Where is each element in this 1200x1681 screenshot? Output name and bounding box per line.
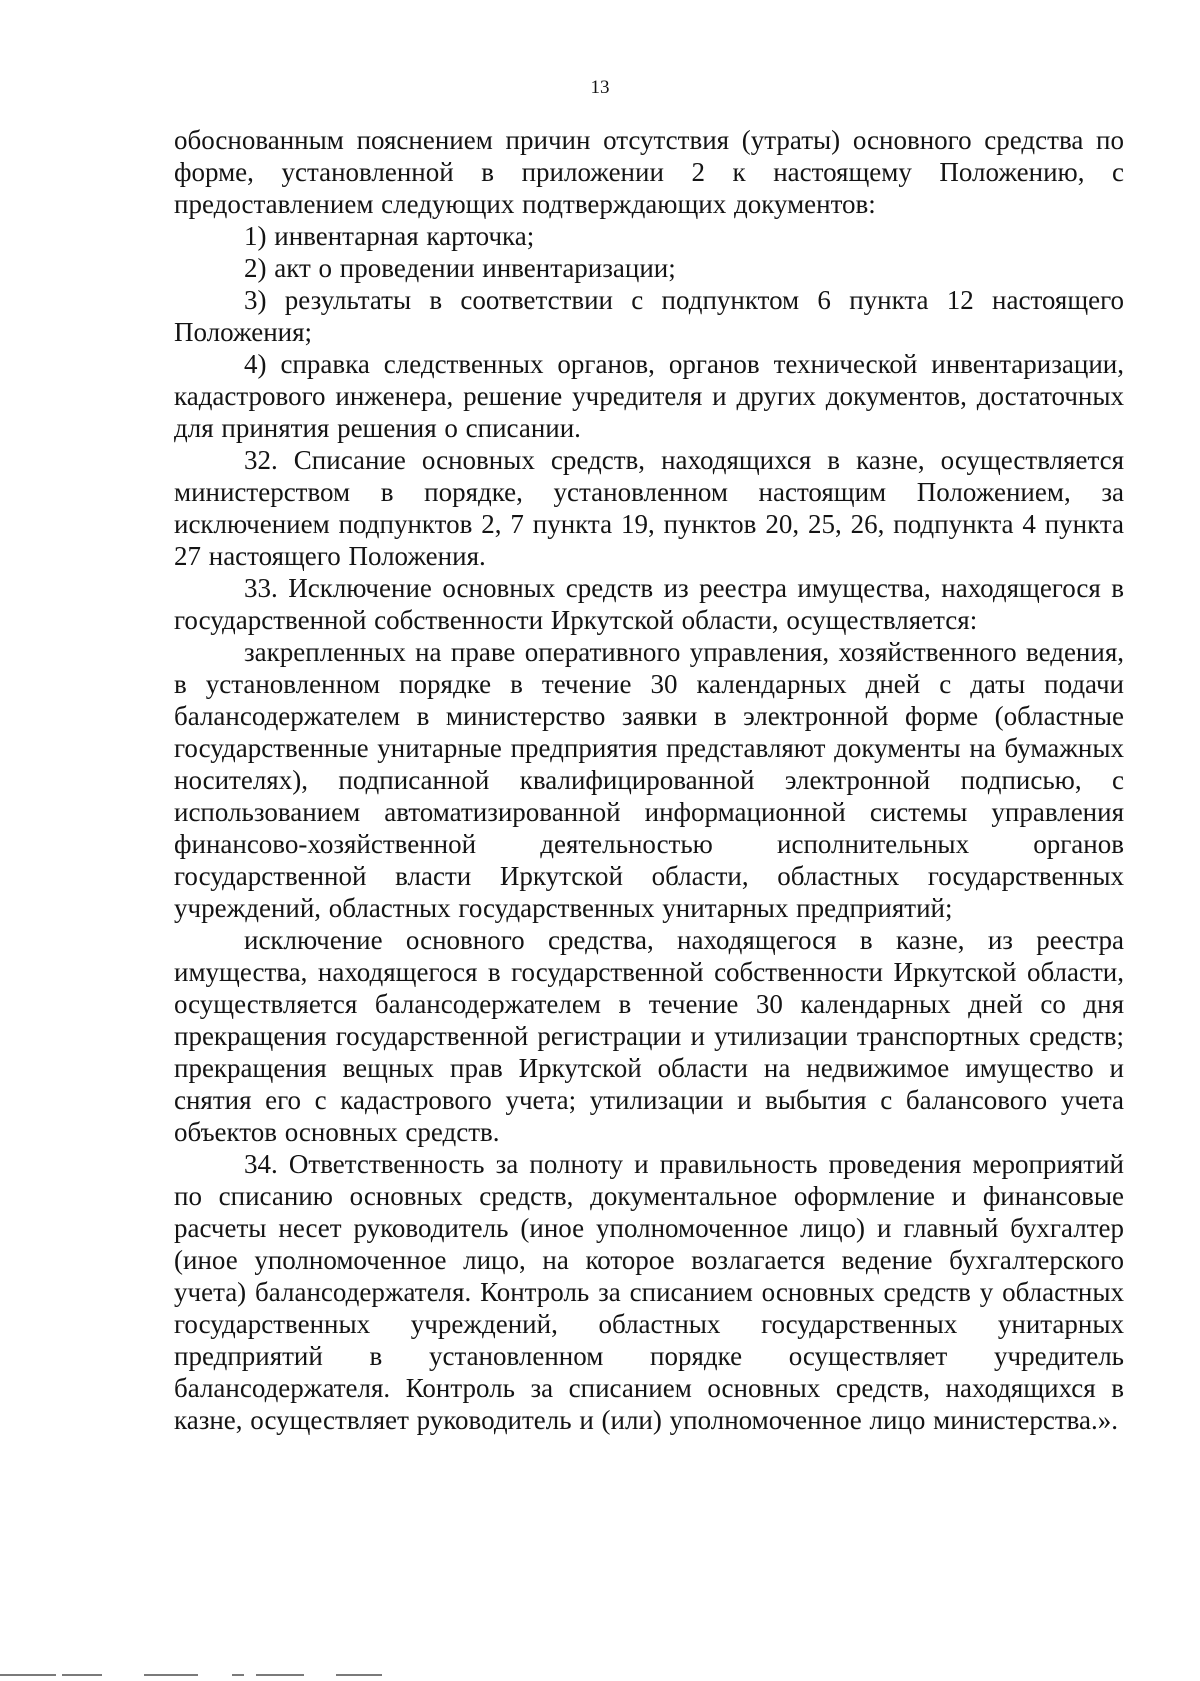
paragraph-continuation: обоснованным пояснением причин отсутствия (утраты) основного средства по форме, установленной в приложении 2 к настоящему Положению, с предоставлением следующих подтверждающих документов: (174, 125, 1124, 219)
clause-34: 34. Ответственность за полноту и правильность проведения мероприятий по списанию основных средств, документальное оформление и финансовые расчеты несет руководитель (иное уполномоченное лицо) и главный бухгалтер (иное уполномоченное лицо, на которое возлагается ведение бухгалтерского учета) балансодержателя. Контроль за списанием основных средств у областных государственных учреждений, областных государственных унитарных предприятий в установленном порядке осуществляет учредитель балансодержателя. Контроль за списанием основных средств, находящихся в казне, осуществляет руководитель и (или) уполномоченное лицо министерства.». (174, 1149, 1124, 1435)
list-item-results: 3) результаты в соответствии с подпунктом 6 пункта 12 настоящего Положения; (174, 285, 1124, 347)
clause-33-operational: закрепленных на праве оперативного управления, хозяйственного ведения, в установленном порядке в течение 30 календарных дней с даты подачи балансодержателем в министерство заявки в электронной форме (областные государственные унитарные предприятия представляют документы на бумажных носителях), подписанной квалифицированной электронной подписью, с использованием автоматизированной информационной системы управления финансово-хозяйственной деятельностью исполнительных органов государственной власти Иркутской области, областных государственных учреждений, областных государственных унитарных предприятий; (174, 637, 1124, 923)
scan-edge-marks (0, 1674, 1200, 1678)
clause-33: 33. Исключение основных средств из реестра имущества, находящегося в государственной собственности Иркутской области, осуществляется: (174, 573, 1124, 635)
page-number: 13 (590, 77, 610, 98)
list-item-inventory-act: 2) акт о проведении инвентаризации; (244, 253, 676, 283)
document-body (174, 124, 1124, 1436)
clause-32: 32. Списание основных средств, находящихся в казне, осуществляется министерством в порядке, установленном настоящим Положением, за исключением подпунктов 2, 7 пункта 19, пунктов 20, 25, 26, подпункта 4 пункта 27 настоящего Положения. (174, 445, 1124, 571)
list-item-inventory-card: 1) инвентарная карточка; (244, 221, 535, 251)
list-item-certificate: 4) справка следственных органов, органов технической инвентаризации, кадастрового инженера, решение учредителя и других документов, достаточных для принятия решения о списании. (174, 349, 1124, 443)
clause-33-treasury: исключение основного средства, находящегося в казне, из реестра имущества, находящегося в государственной собственности Иркутской области, осуществляется балансодержателем в течение 30 календарных дней со дня прекращения государственной регистрации и утилизации транспортных средств; прекращения вещных прав Иркутской области на недвижимое имущество и снятия его с кадастрового учета; утилизации и выбытия с балансового учета объектов основных средств. (174, 925, 1124, 1147)
